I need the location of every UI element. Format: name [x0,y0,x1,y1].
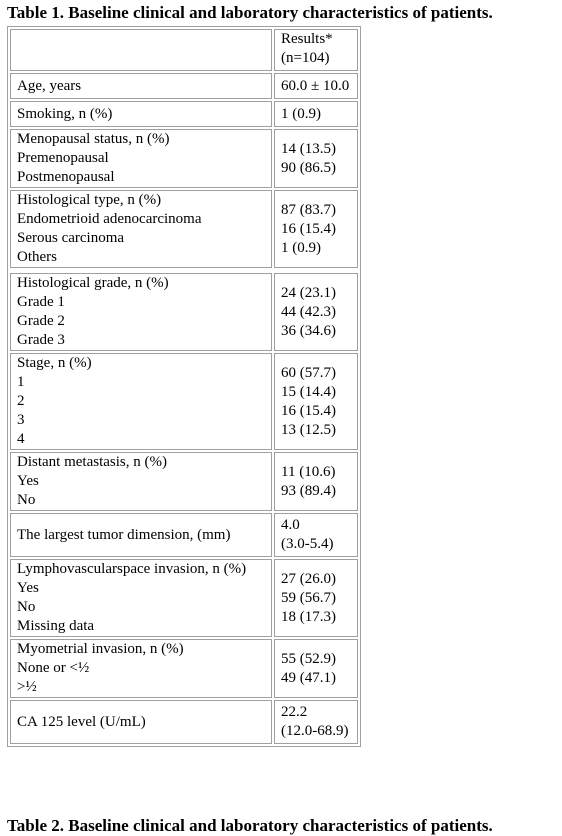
row-value-cell [274,273,358,351]
row-value-cell [274,639,358,698]
row-value: 15 (14.4) [281,383,336,400]
row-label-cell [10,73,272,99]
sub-label: 2 [17,393,25,409]
row-value: 16 (15.4) [281,220,336,237]
row-value: 1 (0.9) [281,105,321,122]
sub-label: Others [17,249,57,265]
header-results-cell [274,29,358,71]
table-row [10,700,358,744]
row-value: 16 (15.4) [281,402,336,419]
sub-label: Missing data [17,618,95,634]
row-value: 14 (13.5) [281,140,336,157]
sub-label: Serous carcinoma [17,230,125,246]
table-row [10,73,358,99]
table-row [10,273,358,351]
row-label-cell [10,101,272,127]
row-label-cell [10,190,272,268]
row-value: 24 (23.1) [281,284,336,301]
baseline-characteristics-table [7,26,361,747]
row-value-cell [274,353,358,450]
sub-label: Premenopausal [17,150,109,166]
row-label-cell [10,513,272,557]
table-row [10,452,358,511]
table-row [10,353,358,450]
table-row [10,559,358,637]
header-row [10,29,358,71]
sub-label: Postmenopausal [17,169,115,185]
row-value-cell [274,129,358,188]
row-label: Histological grade, n (%) [17,275,169,291]
row-value: 22.2 [281,704,308,720]
row-value: 60 (57.7) [281,364,336,381]
row-value: 59 (56.7) [281,589,336,606]
row-value: 27 (26.0) [281,570,336,587]
row-value-cell [274,559,358,637]
row-value: 55 (52.9) [281,650,336,667]
row-label: CA 125 level (U/mL) [17,713,146,730]
row-value-cell [274,452,358,511]
n-label: (n=104) [281,50,330,66]
row-label: Age, years [17,77,82,94]
sub-label: Grade 3 [17,332,65,348]
row-value-cell [274,700,358,744]
row-label: Myometrial invasion, n (%) [17,641,184,657]
row-value: 36 (34.6) [281,322,336,339]
row-value: (12.0-68.9) [281,723,349,739]
row-label-cell [10,639,272,698]
row-value: 11 (10.6) [281,463,336,480]
table-row [10,101,358,127]
sub-label: >½ [17,679,37,695]
sub-label: 3 [17,412,25,428]
row-value-cell [274,101,358,127]
row-value: 4.0 [281,517,300,533]
section-gap [10,270,358,271]
header-empty-cell [10,29,272,71]
row-value: 13 (12.5) [281,421,336,438]
sub-label: Endometrioid adenocarcinoma [17,211,202,227]
row-value: 18 (17.3) [281,608,336,625]
table-row [10,639,358,698]
next-table-caption: Table 2. Baseline clinical and laboratory characteristics of patients. [7,816,493,835]
row-label: The largest tumor dimension, (mm) [17,526,231,543]
row-label: Histological type, n (%) [17,192,162,208]
sub-label: No [17,599,36,615]
row-value-cell [274,190,358,268]
table-title: Table 1. Baseline clinical and laboratory characteristics of patients. [7,3,493,22]
row-label: Lymphovascularspace invasion, n (%) [17,561,247,577]
table-row [10,513,358,557]
sub-label: Yes [17,473,39,489]
table-row [10,129,358,188]
sub-label: Grade 1 [17,294,65,310]
sub-label: Yes [17,580,39,596]
row-label: Distant metastasis, n (%) [17,454,167,470]
row-label: Stage, n (%) [17,355,92,371]
row-value-cell [274,73,358,99]
row-label-cell [10,353,272,450]
row-value: (3.0-5.4) [281,536,334,552]
row-value: 93 (89.4) [281,482,336,499]
row-label: Menopausal status, n (%) [17,131,170,147]
row-value: 49 (47.1) [281,669,336,686]
row-label-cell [10,700,272,744]
row-value: 44 (42.3) [281,303,336,320]
sub-label: 4 [17,431,25,447]
sub-label: None or <½ [17,660,90,676]
row-value-cell [274,513,358,557]
row-value: 90 (86.5) [281,159,336,176]
row-label-cell [10,559,272,637]
row-label-cell [10,273,272,351]
sub-label: No [17,492,36,508]
row-label: Smoking, n (%) [17,105,113,122]
row-label-cell [10,452,272,511]
row-value: 1 (0.9) [281,239,321,256]
results-label: Results* [281,31,333,47]
row-value: 60.0 ± 10.0 [281,77,350,94]
row-label-cell [10,129,272,188]
sub-label: 1 [17,374,25,390]
row-value: 87 (83.7) [281,201,336,218]
table-row [10,190,358,268]
sub-label: Grade 2 [17,313,65,329]
